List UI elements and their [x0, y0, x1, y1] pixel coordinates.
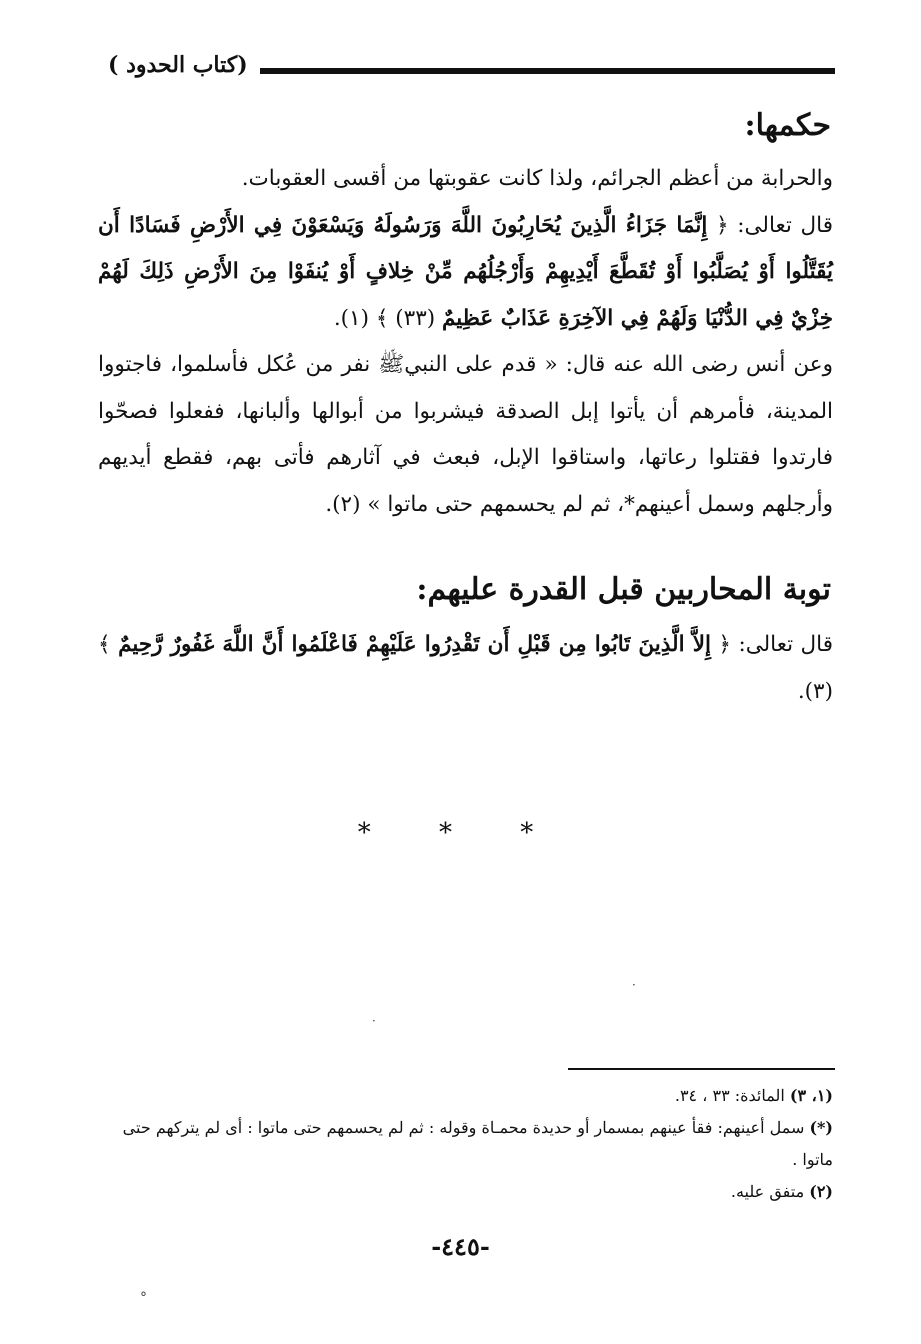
footnote-item — [100, 1176, 833, 1208]
footnote-number: (١، ٣) — [789, 1086, 833, 1105]
verse-end: (٣٣) ﴾ (١). — [333, 305, 436, 331]
scan-speck: ° — [140, 1290, 147, 1306]
verse-text: إِلاَّ الَّذِينَ تَابُوا مِن قَبْلِ أَن تَقْدِرُوا عَلَيْهِمْ فَاعْلَمُوا أَنَّ اللَّهَ غَفُورٌ رَّحِيمٌ — [118, 632, 711, 657]
paragraph-verse-maidah-33 — [98, 203, 833, 343]
section-heading-repentance: توبة المحاربين قبل القدرة عليهم: — [416, 572, 831, 607]
footnote-text: سمل أعينهم: فقأ عينهم بمسمار أو حديدة محمـاة وقوله : ثم لم يحسمهم حتى ماتوا : أى لم يتركهم حتى ماتوا . — [122, 1118, 833, 1169]
paragraph-severity: والحرابة من أعظم الجرائم، ولذا كانت عقوبتها من أقسى العقوبات. — [241, 166, 833, 191]
footnote-text: متفق عليه. — [730, 1182, 805, 1201]
verse-end: ﴾ (٣). — [98, 632, 833, 704]
section-body-ruling — [98, 156, 833, 528]
paragraph-hadith-anas: وعن أنس رضى الله عنه قال: « قدم على النبيﷺ نفر من عُكل فأسلموا، فاجتووا المدينة، فأمرهم أن يأتوا إبل الصدقة فيشربوا من أبوالها وألبانها، ففعلوا فصحّوا فارتدوا فقتلوا رعاتها، واستاقوا الإبل، فبعث في آثارهم فأتى بهم، فقطع أيديهم وأرجلهم وسمل أعينهم*، ثم لم يحسمهم حتى ماتوا » (٢). — [98, 352, 833, 517]
footnote-number: (٢) — [809, 1182, 833, 1201]
chapter-title: (كتاب الحدود ) — [108, 52, 248, 78]
footnote-rule — [568, 1068, 835, 1070]
footnote-number: (*) — [809, 1118, 833, 1137]
section-heading-ruling: حكمها: — [744, 108, 831, 143]
verse-intro: قال تعالى: ﴿ — [718, 632, 833, 657]
header-rule — [260, 68, 835, 74]
section-body-repentance — [98, 622, 833, 715]
scan-speck: · — [632, 978, 636, 992]
footnotes — [100, 1080, 833, 1208]
footnote-item — [100, 1080, 833, 1112]
footnote-text: المائدة: ٣٣ ، ٣٤. — [674, 1086, 785, 1105]
footnote-item — [100, 1112, 833, 1176]
page-number: -٤٤٥- — [431, 1232, 490, 1261]
verse-intro: قال تعالى: ﴿ — [715, 212, 833, 238]
scan-speck: · — [372, 1014, 376, 1028]
section-separator: * * * — [357, 818, 564, 848]
paragraph-verse-maidah-34 — [98, 622, 833, 715]
verse-text: إِنَّمَا جَزَاءُ الَّذِينَ يُحَارِبُونَ اللَّهَ وَرَسُولَهُ وَيَسْعَوْنَ فِي الأَرْضِ فَسَادًا أَن يُقَتَّلُوا أَوْ يُصَلَّبُوا أَوْ تُقَطَّعَ أَيْدِيهِمْ وَأَرْجُلُهُم مِّنْ خِلافٍ أَوْ يُنفَوْا مِنَ الأَرْضِ ذَلِكَ لَهُمْ خِزْيٌ فِي الدُّنْيَا وَلَهُمْ فِي الآخِرَةِ عَذَابٌ عَظِيمٌ — [98, 212, 833, 331]
